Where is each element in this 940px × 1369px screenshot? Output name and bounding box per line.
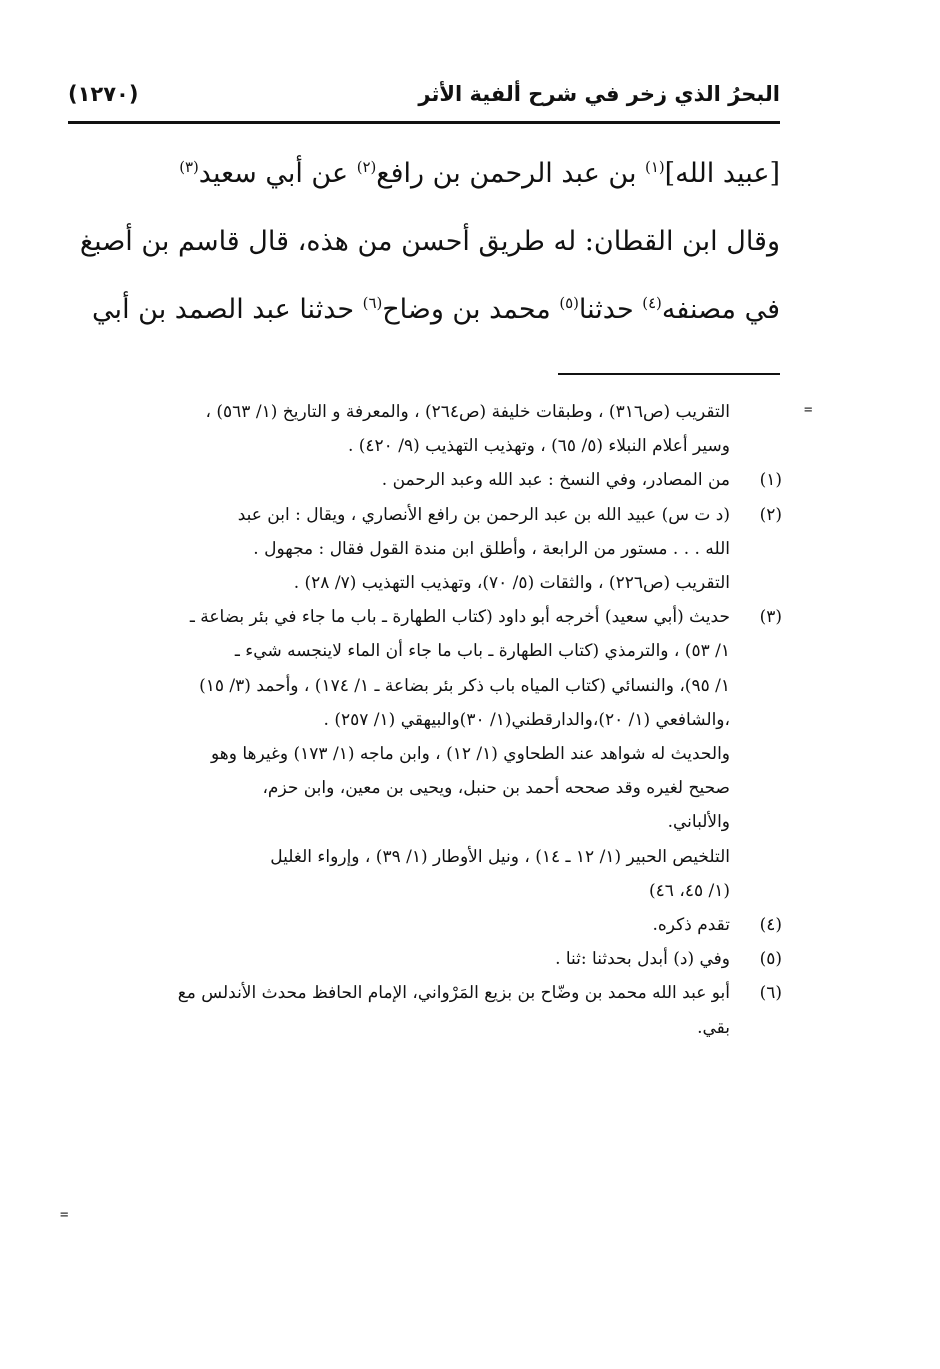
footnote-5 [70, 942, 782, 976]
footnote-line: وسير أعلام النبلاء (٥/ ٦٥) ، وتهذيب التهذيب (٩/ ٤٢٠) . [347, 436, 730, 457]
footnote-line: صحيح لغيره وقد صححه أحمد بن حنبل، ويحيى بن معين، وابن حزم، [262, 778, 730, 799]
footnote-ref: (٤) [642, 294, 662, 312]
page-header [68, 78, 780, 118]
footnote-line: التقريب (ص٣١٦) ، وطبقات خليفة (ص٢٦٤) ، والمعرفة و التاريخ (١/ ٥٦٣) ، [205, 402, 730, 422]
text-run: عن أبي سعيد [198, 158, 357, 189]
footnote-number: (٣) [759, 607, 782, 628]
footnote-ref: (٢) [356, 158, 377, 176]
footnote-line: ،والشافعي (١/ ٢٠)،والدارقطني(١/ ٣٠)والبيهقي (١/ ٢٥٧) . [323, 709, 730, 730]
main-text [70, 140, 780, 344]
footnote-number: (٢) [759, 504, 782, 525]
margin-mark: = [60, 1207, 69, 1223]
footnote-line: أبو عبد الله محمد بن وضّاح بن بزيع المَرْواني، الإمام الحافظ محدث الأندلس مع [177, 983, 730, 1004]
footnote-number: (١) [759, 470, 782, 491]
page-number: (١٢٧٠) [68, 82, 139, 106]
footnote-2 [70, 498, 782, 601]
main-line-2 [70, 208, 780, 276]
footnote-line: والحديث له شواهد عند الطحاوي (١/ ١٢) ، وابن ماجه (١/ ١٧٣) وغيرها وهو [210, 744, 730, 765]
footnote-line: (١/ ٤٥، ٤٦) [649, 880, 730, 901]
main-line-1 [70, 140, 780, 208]
text-run: وقال ابن القطان: له طريق أحسن من هذه، قال قاسم بن أصبغ [79, 226, 780, 257]
footnote-ref: (٣) [179, 158, 199, 176]
footnote-line: حديث (أبي سعيد) أخرجه أبو داود (كتاب الطهارة ـ باب ما جاء في بئر بضاعة ـ [189, 607, 730, 628]
footnote-line: والألباني. [667, 812, 730, 833]
footnote-3 [70, 600, 782, 908]
footnote-line: التقريب (ص٢٢٦) ، والثقات (٥/ ٧٠)، وتهذيب التهذيب (٧/ ٢٨) . [293, 573, 730, 594]
footnote-line: (د ت س) عبيد الله بن عبد الرحمن بن رافع الأنصاري ، ويقال : ابن عبد [237, 504, 730, 525]
footnote-6 [70, 976, 782, 1044]
footnote-line: ١/ ٥٣) ، والترمذي (كتاب الطهارة ـ باب ما جاء أن الماء لاينجسه شيء ـ [234, 641, 730, 662]
text-run: [عبيد الله] [664, 158, 780, 189]
footnote-carryover [70, 395, 782, 463]
text-run: حدثنا [578, 294, 643, 325]
text-run: بن عبد الرحمن بن رافع [376, 158, 646, 189]
footnote-number: (٦) [759, 983, 782, 1004]
footnote-line: التلخيص الحبير (١/ ١٢ ـ ١٤) ، ونيل الأوطار (١/ ٣٩) ، وإرواء الغليل [270, 846, 730, 867]
footnote-line: من المصادر، وفي النسخ : عبد الله وعبد الرحمن . [381, 470, 730, 491]
footnote-4 [70, 908, 782, 942]
footnote-line: وفي (د) أبدل بحدثنا :ثنا . [555, 949, 730, 970]
footnote-line: الله . . . مستور من الرابعة ، وأطلق ابن مندة القول فقال : مجهول . [253, 538, 730, 559]
footnote-number: (٤) [759, 915, 782, 936]
footnote-number: (٥) [759, 949, 782, 970]
footnote-ref: (١) [645, 158, 665, 176]
text-run: حدثنا عبد الصمد بن أبي [92, 294, 363, 325]
main-line-3 [70, 276, 780, 344]
text-run: في مصنفه [661, 294, 780, 325]
margin-mark: = [804, 402, 813, 418]
footnote-ref: (٦) [362, 294, 383, 312]
footnotes [70, 395, 782, 1045]
text-run: محمد بن وضاح [382, 294, 560, 325]
footnote-line: ١/ ٩٥)، والنسائي (كتاب المياه باب ذكر بئر بضاعة ـ ١/ ١٧٤) ، وأحمد (٣/ ١٥) [199, 675, 730, 696]
footnote-1 [70, 463, 782, 497]
header-rule [68, 121, 780, 124]
footnote-ref: (٥) [559, 294, 579, 312]
running-title: البحرُ الذي زخر في شرح ألفية الأثر [418, 82, 780, 106]
footnote-line: تقدم ذكره. [652, 915, 730, 936]
footnote-line: بقي. [697, 1017, 730, 1038]
footnote-separator [558, 373, 780, 375]
